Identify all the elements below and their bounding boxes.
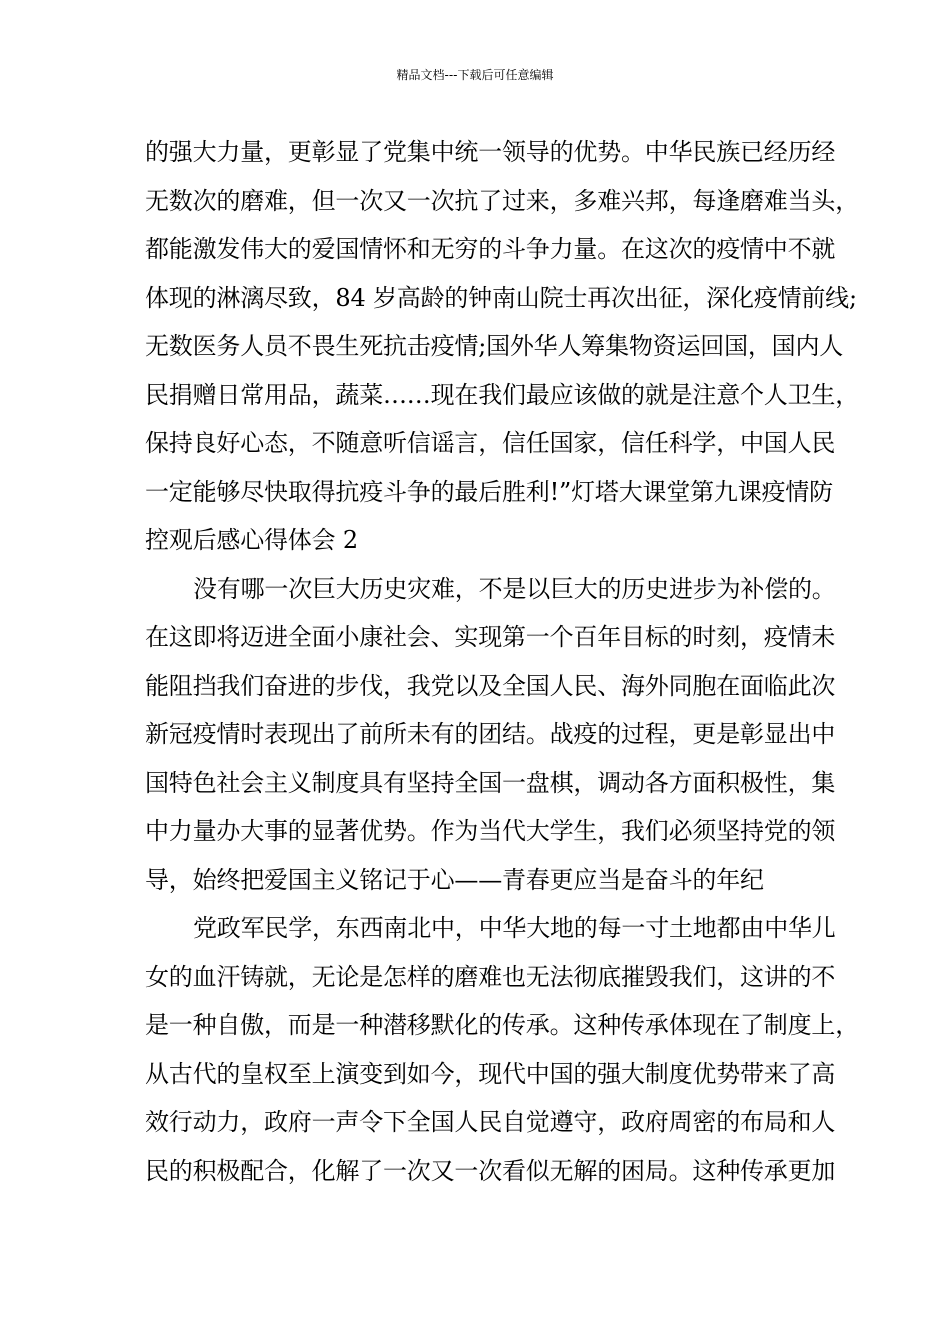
text-line: 能阻挡我们奋进的步伐，我党以及全国人民、海外同胞在面临此次 (145, 671, 836, 700)
text-line: 是一种自傲，而是一种潜移默化的传承。这种传承体现在了制度上， (145, 1011, 859, 1039)
paragraph-first-line: 党政军民学，东西南北中，中华大地的每一寸土地都由中华儿 (193, 914, 836, 942)
text-line: 从古代的皇权至上演变到如今，现代中国的强大制度优势带来了高 (145, 1059, 836, 1088)
text-line: 在这即将迈进全面小康社会、实现第一个百年目标的时刻，疫情未 (145, 623, 836, 651)
text-line: 都能激发伟大的爱国情怀和无穷的斗争力量。在这次的疫情中不就 (145, 235, 836, 263)
text-line: 女的血汗铸就，无论是怎样的磨难也无法彻底摧毁我们，这讲的不 (145, 962, 836, 991)
text-line: 无数医务人员不畏生死抗击疫情;国外华人筹集物资运回国，国内人 (145, 332, 844, 360)
text-line: 新冠疫情时表现出了前所未有的团结。战疫的过程，更是彰显出中 (145, 720, 836, 748)
document-body (145, 128, 859, 1195)
text-line: 保持良好心态，不随意听信谣言，信任国家，信任科学，中国人民 (145, 429, 836, 457)
text-line: 一定能够尽快取得抗疫斗争的最后胜利!”灯塔大课堂第九课疫情防 (145, 477, 833, 506)
text-line: 国特色社会主义制度具有坚持全国一盘棋，调动各方面积极性，集 (145, 768, 836, 797)
text-line: 导，始终把爱国主义铭记于心——青春更应当是奋斗的年纪 (145, 865, 764, 894)
text-line: 效行动力，政府一声令下全国人民自觉遵守，政府周密的布局和人 (145, 1108, 836, 1136)
text-line: 无数次的磨难，但一次又一次抗了过来，多难兴邦，每逢磨难当头， (145, 186, 859, 215)
text-line: 民的积极配合，化解了一次又一次看似无解的困局。这种传承更加 (145, 1156, 836, 1185)
section-title-line: 控观后感心得体会 2 (145, 526, 358, 554)
paragraph-first-line: 没有哪一次巨大历史灾难，不是以巨大的历史进步为补偿的。 (193, 574, 836, 603)
text-line: 体现的淋漓尽致，84 岁高龄的钟南山院士再次出征，深化疫情前线; (145, 283, 857, 312)
page-header: 精品文档---下载后可任意编辑 (396, 68, 554, 82)
text-line: 的强大力量，更彰显了党集中统一领导的优势。中华民族已经历经 (145, 138, 836, 166)
text-line: 中力量办大事的显著优势。作为当代大学生，我们必须坚持党的领 (145, 817, 836, 845)
text-line: 民捐赠日常用品，蔬菜……现在我们最应该做的就是注意个人卫生， (145, 380, 859, 409)
